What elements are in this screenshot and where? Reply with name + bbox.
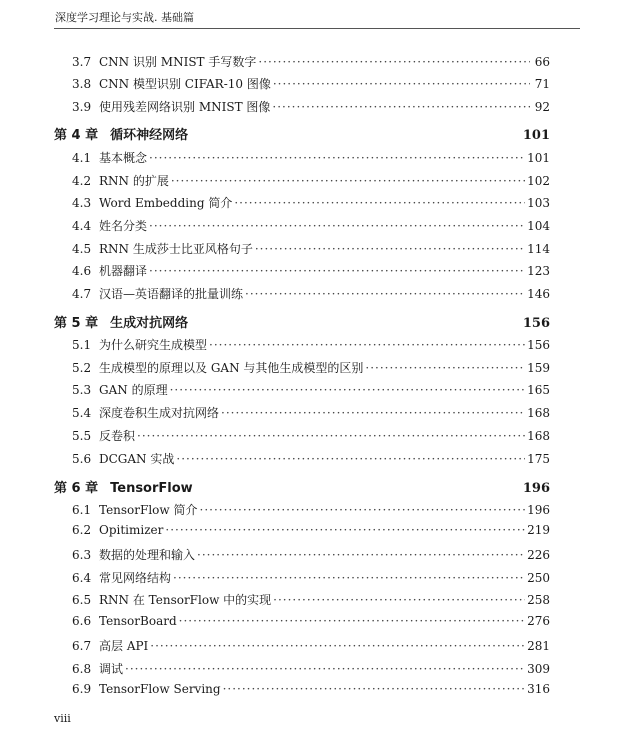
section-number: 6.6 [72,614,92,628]
section-number: 6.5 [72,593,92,607]
dot-leader [137,429,525,443]
section-number: 4.3 [72,196,92,210]
section-title: 生成模型的原理以及 GAN 与其他生成模型的区别 [99,361,364,375]
section-number: 4.4 [72,219,92,233]
section-number: 4.1 [72,151,92,165]
chapter-page-number: 196 [522,481,550,496]
section-page-number: 316 [527,682,550,696]
dot-leader [171,174,525,188]
section-number: 6.7 [72,639,92,653]
section-page-number: 258 [527,593,550,607]
page-folio: viii [54,712,71,725]
dot-leader [179,614,525,628]
section-page-number: 159 [527,361,550,375]
section-title: TensorFlow 简介 [99,503,198,517]
section-number: 6.1 [72,503,92,517]
section-title: 常见网络结构 [99,571,172,585]
section-page-number: 276 [527,614,550,628]
toc-entry [72,217,550,233]
section-title: RNN 在 TensorFlow 中的实现 [99,593,272,607]
toc-entry [72,450,550,466]
section-page-number: 281 [527,639,550,653]
section-page-number: 92 [534,100,550,114]
toc-entry [72,546,550,562]
section-title: 数据的处理和输入 [99,548,196,562]
section-page-number: 104 [527,219,550,233]
section-number: 4.5 [72,242,92,256]
dot-leader [365,361,525,375]
section-number: 4.7 [72,287,92,301]
section-title: GAN 的原理 [99,383,168,397]
dot-leader [165,523,525,537]
section-page-number: 102 [527,174,550,188]
toc-entry [72,336,550,352]
section-page-number: 309 [527,662,550,676]
dot-leader [149,219,525,233]
section-page-number: 226 [527,548,550,562]
chapter-title: 循环神经网络 [110,128,189,143]
section-title: 汉语—英语翻译的批量训练 [99,287,244,301]
section-title: Opitimizer [99,523,164,537]
toc-entry [72,501,550,517]
section-title: 机器翻译 [99,264,148,278]
chapter-title: TensorFlow [110,481,193,496]
section-title: 调试 [99,662,124,676]
section-number: 6.3 [72,548,92,562]
section-title: CNN 模型识别 CIFAR-10 图像 [99,77,271,91]
section-title: DCGAN 实战 [99,452,175,466]
section-number: 4.2 [72,174,92,188]
section-title: Word Embedding 简介 [99,196,233,210]
section-page-number: 165 [527,383,550,397]
toc-entry [72,149,550,165]
dot-leader [197,548,525,562]
dot-leader [273,77,530,91]
section-title: 姓名分类 [99,219,148,233]
toc-entry [72,98,550,114]
section-number: 6.4 [72,571,92,585]
toc-entry [72,637,550,653]
section-number: 5.6 [72,452,92,466]
dot-leader [209,338,525,352]
section-number: 3.8 [72,77,92,91]
chapter-page-number: 156 [522,316,550,331]
toc-entry [72,614,550,630]
section-page-number: 156 [527,338,550,352]
section-title: 使用残差网络识别 MNIST 图像 [99,100,271,114]
toc-entry [72,660,550,676]
section-page-number: 168 [527,406,550,420]
section-number: 5.1 [72,338,92,352]
toc-entry [72,404,550,420]
section-title: TensorFlow Serving [99,682,221,696]
chapter-number: 第 6 章 [54,481,99,496]
section-title: 高层 API [99,639,149,653]
header-rule [54,28,580,29]
dot-leader [150,639,525,653]
dot-leader [245,287,525,301]
toc-entry [72,53,550,69]
section-page-number: 146 [527,287,550,301]
toc-entry [72,359,550,375]
toc-entry [72,172,550,188]
section-title: RNN 的扩展 [99,174,169,188]
section-page-number: 168 [527,429,550,443]
toc-entry [72,381,550,397]
section-title: RNN 生成莎士比亚风格句子 [99,242,253,256]
chapter-page-number: 101 [522,128,550,143]
dot-leader [272,100,530,114]
section-page-number: 71 [534,77,550,91]
section-number: 5.4 [72,406,92,420]
dot-leader [223,682,526,696]
toc-entry [72,591,550,607]
chapter-number: 第 5 章 [54,316,99,331]
chapter-number: 第 4 章 [54,128,99,143]
dot-leader [234,196,525,210]
section-number: 6.8 [72,662,92,676]
section-number: 5.3 [72,383,92,397]
dot-leader [173,571,525,585]
dot-leader [176,452,525,466]
section-number: 3.9 [72,100,92,114]
section-number: 6.2 [72,523,92,537]
section-title: 深度卷积生成对抗网络 [99,406,220,420]
section-page-number: 123 [527,264,550,278]
chapter-heading [54,124,550,142]
section-number: 5.5 [72,429,92,443]
section-number: 4.6 [72,264,92,278]
section-number: 5.2 [72,361,92,375]
toc-entry [72,262,550,278]
toc-entry [72,569,550,585]
dot-leader [170,383,526,397]
toc-entry [72,75,550,91]
section-title: TensorBoard [99,614,177,628]
toc-entry [72,427,550,443]
chapter-title: 生成对抗网络 [110,316,189,331]
chapter-heading [54,312,550,330]
dot-leader [273,593,525,607]
section-number: 6.9 [72,682,92,696]
dot-leader [125,662,525,676]
section-page-number: 114 [527,242,550,256]
section-number: 3.7 [72,55,92,69]
toc-entry [72,682,550,698]
dot-leader [149,264,525,278]
toc-entry [72,523,550,539]
dot-leader [200,503,526,517]
chapter-heading [54,477,550,495]
dot-leader [258,55,530,69]
section-page-number: 66 [534,55,550,69]
section-title: CNN 识别 MNIST 手写数字 [99,55,257,69]
section-page-number: 196 [527,503,550,517]
section-page-number: 219 [527,523,550,537]
section-title: 为什么研究生成模型 [99,338,208,352]
dot-leader [149,151,525,165]
section-page-number: 250 [527,571,550,585]
dot-leader [221,406,525,420]
section-page-number: 101 [527,151,550,165]
running-head: 深度学习理论与实战. 基础篇 [55,11,194,24]
section-title: 反卷积 [99,429,136,443]
toc-entry [72,194,550,210]
section-title: 基本概念 [99,151,148,165]
toc-entry [72,240,550,256]
dot-leader [255,242,525,256]
section-page-number: 103 [527,196,550,210]
toc-entry [72,285,550,301]
section-page-number: 175 [527,452,550,466]
